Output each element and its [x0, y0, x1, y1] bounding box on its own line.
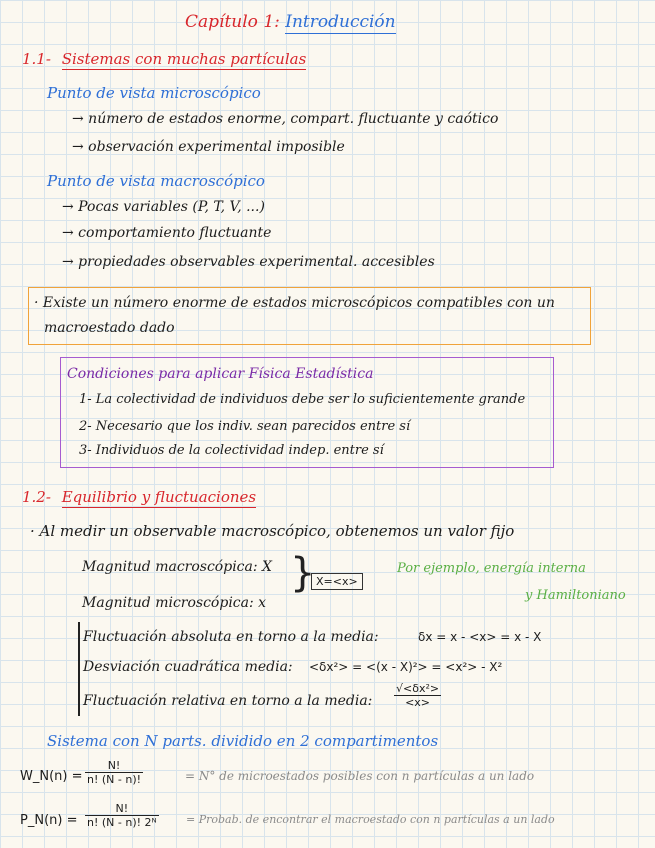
section-1-2-intro: · Al medir un observable macroscópico, obtenemos un valor fijo [30, 522, 515, 540]
desv-label: Desviación cuadrática media: [83, 659, 293, 675]
fluct-rel-numerator: √<δx²> [396, 682, 440, 695]
section-1-2-heading [22, 490, 256, 505]
micro-heading: Punto de vista microscópico [47, 84, 261, 102]
micro-item-1: → número de estados enorme, compart. fluctuante y caótico [72, 111, 499, 127]
macro-item-3: → propiedades observables experimental. accesibles [62, 254, 435, 270]
magnitude-micro: Magnitud microscópica: x [82, 595, 267, 611]
w-numerator: N! [107, 759, 121, 772]
fluct-abs-label: Fluctuación absoluta en torno a la media: [83, 629, 379, 645]
fluct-rel-denominator: <x> [405, 696, 431, 709]
section-1-2-title: Equilibrio y fluctuaciones [61, 488, 257, 506]
conditions-title: Condiciones para aplicar Física Estadística [67, 366, 374, 382]
micro-item-2: → observación experimental imposible [72, 139, 345, 155]
w-fraction [85, 760, 143, 785]
title-main: Introducción [285, 12, 396, 32]
magnitude-macro: Magnitud macroscópica: X [82, 559, 272, 575]
condition-item-1: 1- La colectividad de individuos debe ser lo suficientemente grande [79, 392, 526, 407]
brace-symbol: } [290, 550, 316, 596]
note-line-2: macroestado dado [44, 320, 175, 336]
w-denominator: n! (N - n)! [87, 773, 142, 786]
note-line-1: · Existe un número enorme de estados microscópicos compatibles con un [34, 295, 555, 311]
fluct-rel-label: Fluctuación relativa en torno a la media: [83, 693, 373, 709]
condition-item-2: 2- Necesario que los indiv. sean parecidos entre sí [79, 419, 411, 434]
mean-definition-box: X=<x> [311, 573, 363, 590]
w-lhs: W_N(n) = [20, 769, 83, 784]
system-heading: Sistema con N parts. dividido en 2 compartimentos [47, 732, 439, 750]
macro-item-1: → Pocas variables (P, T, V, ...) [62, 199, 265, 215]
title-prefix: Capítulo 1: [185, 12, 286, 32]
p-fraction [85, 803, 159, 828]
example-line-1: Por ejemplo, energía interna [397, 561, 586, 576]
section-1-1-number: 1.1- [22, 50, 51, 68]
macro-heading: Punto de vista macroscópico [47, 172, 265, 190]
section-1-1-heading [22, 52, 306, 67]
macro-item-2: → comportamiento fluctuante [62, 225, 272, 241]
page-title [185, 14, 396, 31]
desv-equation: <δx²> = <(x - X)²> = <x²> - X² [309, 660, 503, 674]
example-line-2: y Hamiltoniano [525, 588, 626, 603]
p-numerator: N! [115, 802, 129, 815]
definitions-bracket [78, 622, 80, 716]
p-description: = Probab. de encontrar el macroestado con n partículas a un lado [186, 813, 555, 826]
w-description: = N° de microestados posibles con n partículas a un lado [185, 769, 535, 783]
condition-item-3: 3- Individuos de la colectividad indep. entre sí [79, 443, 384, 458]
fluct-rel-fraction [394, 683, 441, 708]
p-lhs: P_N(n) = [20, 813, 78, 828]
section-1-2-number: 1.2- [22, 488, 51, 506]
p-denominator: n! (N - n)! 2ᴺ [87, 816, 157, 829]
section-1-1-title: Sistemas con muchas partículas [61, 50, 307, 68]
fluct-abs-equation: δx = x - <x> = x - X [418, 630, 542, 644]
